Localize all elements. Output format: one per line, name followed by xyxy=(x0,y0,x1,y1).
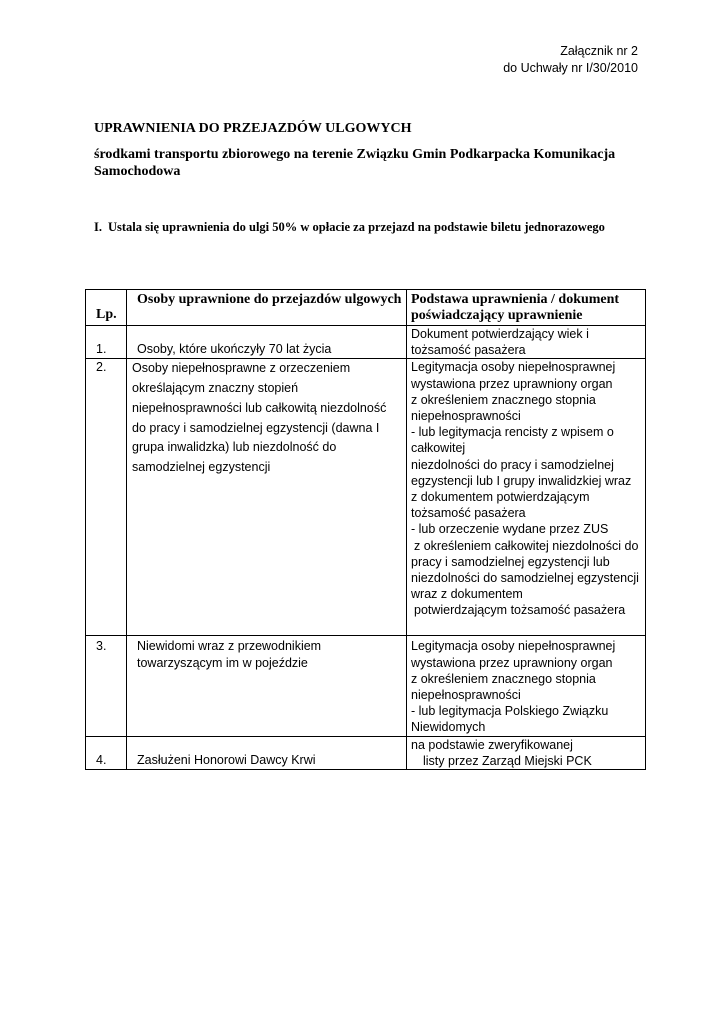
row-basis xyxy=(407,326,646,359)
basis-line: niepełnosprawności xyxy=(411,409,521,424)
basis-line: wystawiona przez uprawniony organ xyxy=(411,376,613,391)
persons-line: Niewidomi wraz z przewodnikiem xyxy=(137,639,322,654)
basis-line: listy przez Zarząd Miejski PCK xyxy=(423,753,592,768)
basis-line: niezdolności do pracy i samodzielnej xyxy=(411,457,614,472)
row-persons xyxy=(127,636,407,736)
basis-line: Legitymacja osoby niepełnosprawnej xyxy=(411,639,616,654)
document-title: UPRAWNIENIA DO PRZEJAZDÓW ULGOWYCH xyxy=(94,121,412,136)
entitlements-table xyxy=(85,289,646,770)
attachment-note xyxy=(503,43,638,77)
basis-line: - lub legitymacja Polskiego Związku xyxy=(411,704,609,719)
basis-line: niezdolności do samodzielnej egzystencji xyxy=(411,571,639,586)
basis-line: z określeniem znacznego stopnia xyxy=(411,671,596,686)
row-number: 4. xyxy=(86,736,127,769)
row-number: 2. xyxy=(86,359,127,636)
table-row xyxy=(86,636,646,736)
basis-line: Legitymacja osoby niepełnosprawnej xyxy=(411,360,616,375)
header-persons: Osoby uprawnione do przejazdów ulgowych xyxy=(127,290,407,326)
basis-line: Dokument potwierdzający wiek i xyxy=(411,327,589,341)
basis-line: z określeniem znacznego stopnia xyxy=(411,392,596,407)
basis-line: na podstawie zweryfikowanej xyxy=(411,737,573,752)
basis-line: egzystencji lub I grupy inwalidzkiej wraz xyxy=(411,473,632,488)
row-basis xyxy=(407,359,646,636)
table-row xyxy=(86,359,646,636)
attachment-resolution: do Uchwały nr I/30/2010 xyxy=(503,61,638,75)
header-lp: Lp. xyxy=(86,290,127,326)
document-subtitle: środkami transportu zbiorowego na terenie Związku Gmin Podkarpacka Komunikacja Samochodowa xyxy=(94,147,616,179)
section-heading xyxy=(94,219,614,236)
row-basis xyxy=(407,736,646,769)
row-basis xyxy=(407,636,646,736)
row-number: 3. xyxy=(86,636,127,736)
basis-line: pracy i samodzielnej egzystencji lub xyxy=(411,554,610,569)
table-row xyxy=(86,326,646,359)
basis-line: niepełnosprawności xyxy=(411,688,521,703)
attachment-number: Załącznik nr 2 xyxy=(560,44,638,58)
basis-line: Niewidomych xyxy=(411,720,486,735)
basis-line: - lub legitymacja rencisty z wpisem o xyxy=(411,425,614,440)
basis-line: tożsamość pasażera xyxy=(411,343,526,358)
basis-line: z określeniem całkowitej niezdolności do xyxy=(414,538,639,553)
basis-line: potwierdzającym tożsamość pasażera xyxy=(414,603,626,618)
basis-line: - lub orzeczenie wydane przez ZUS xyxy=(411,522,609,537)
header-basis: Podstawa uprawnienia / dokument poświadczający uprawnienie xyxy=(407,290,646,326)
table-row xyxy=(86,736,646,769)
section-number: I. xyxy=(94,220,102,234)
section-text: Ustala się uprawnienia do ulgi 50% w opłacie za przejazd na podstawie biletu jednorazowego xyxy=(108,220,605,234)
row-persons: Osoby niepełnosprawne z orzeczeniem określającym znaczny stopień niepełnosprawności lub całkowitą niezdolność do pracy i samodzielnej egzystencji (dawna I grupa inwalidzka) lub niezdolność do samodzielnej egzystencji xyxy=(127,359,407,636)
row-persons: Osoby, które ukończyły 70 lat życia xyxy=(127,326,407,359)
basis-line: wraz z dokumentem xyxy=(411,587,523,602)
row-persons: Zasłużeni Honorowi Dawcy Krwi xyxy=(127,736,407,769)
table-header-row xyxy=(86,290,646,326)
persons-line: towarzyszącym im w pojeździe xyxy=(137,655,308,670)
basis-line: całkowitej xyxy=(411,441,466,456)
basis-line: wystawiona przez uprawniony organ xyxy=(411,655,613,670)
basis-line: tożsamość pasażera xyxy=(411,506,526,521)
basis-line: z dokumentem potwierdzającym xyxy=(411,490,590,505)
row-number: 1. xyxy=(86,326,127,359)
